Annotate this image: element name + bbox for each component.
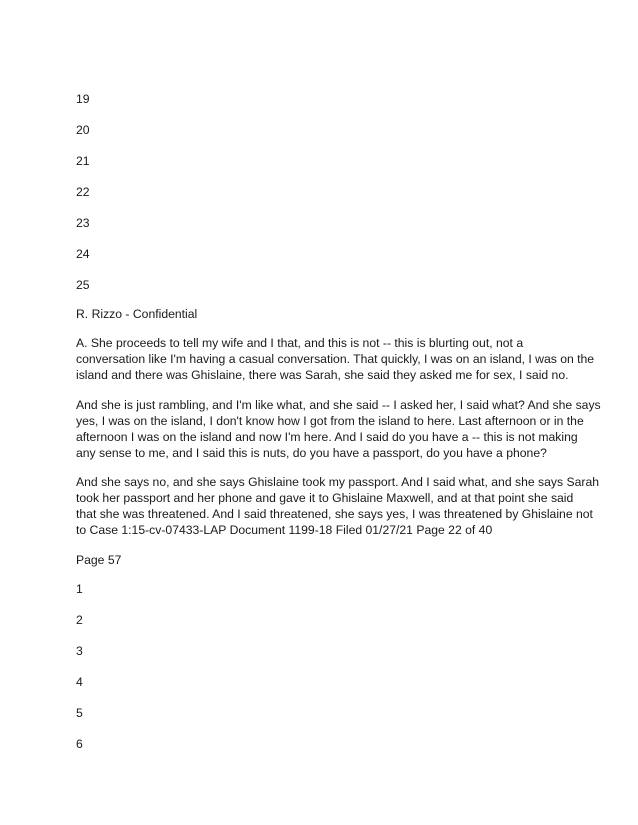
line-number: 23 [76, 216, 90, 230]
line-number: 4 [76, 675, 83, 689]
line-number: 25 [76, 278, 90, 292]
transcript-paragraph [76, 474, 600, 538]
transcript-line: took her passport and her phone and gave it to Ghislaine Maxwell, and at that point she said [76, 491, 574, 505]
line-number: 5 [76, 706, 83, 720]
line-number: 24 [76, 247, 90, 261]
transcript-line: island and there was Ghislaine, there was Sarah, she said they asked me for sex, I said no. [76, 368, 569, 382]
page-label: Page 57 [76, 553, 122, 567]
transcript-line: And she says no, and she says Ghislaine took my passport. And I said what, and she says Sarah [76, 475, 600, 489]
line-number: 6 [76, 737, 83, 751]
transcript-line: to Case 1:15-cv-07433-LAP Document 1199-18 Filed 01/27/21 Page 22 of 40 [76, 523, 493, 537]
line-number: 1 [76, 582, 83, 596]
header-label: R. Rizzo - Confidential [76, 307, 198, 321]
transcript-line: that she was threatened. And I said threatened, she says yes, I was threatened by Ghislaine not [76, 507, 593, 521]
transcript-line: any sense to me, and I said this is nuts, do you have a passport, do you have a phone? [76, 446, 547, 460]
transcript-paragraph [76, 335, 595, 383]
transcript-line: A. She proceeds to tell my wife and I that, and this is not -- this is blurting out, not a [76, 336, 524, 350]
transcript-paragraph [76, 397, 601, 461]
transcript-line: yes, I was on the island, I don't know how I got from the island to here. Last afternoon or in the [76, 414, 584, 428]
line-number: 19 [76, 92, 90, 106]
line-number: 3 [76, 644, 83, 658]
transcript-line: And she is just rambling, and I'm like what, and she said -- I asked her, I said what? And she says [76, 398, 601, 412]
line-number: 21 [76, 154, 90, 168]
line-number: 2 [76, 613, 83, 627]
transcript-line: afternoon I was on the island and now I'm here. And I said do you have a -- this is not making [76, 430, 578, 444]
line-number: 20 [76, 123, 90, 137]
transcript-line: conversation like I'm having a casual conversation. That quickly, I was on an island, I was on the [76, 352, 595, 366]
line-number: 22 [76, 185, 90, 199]
